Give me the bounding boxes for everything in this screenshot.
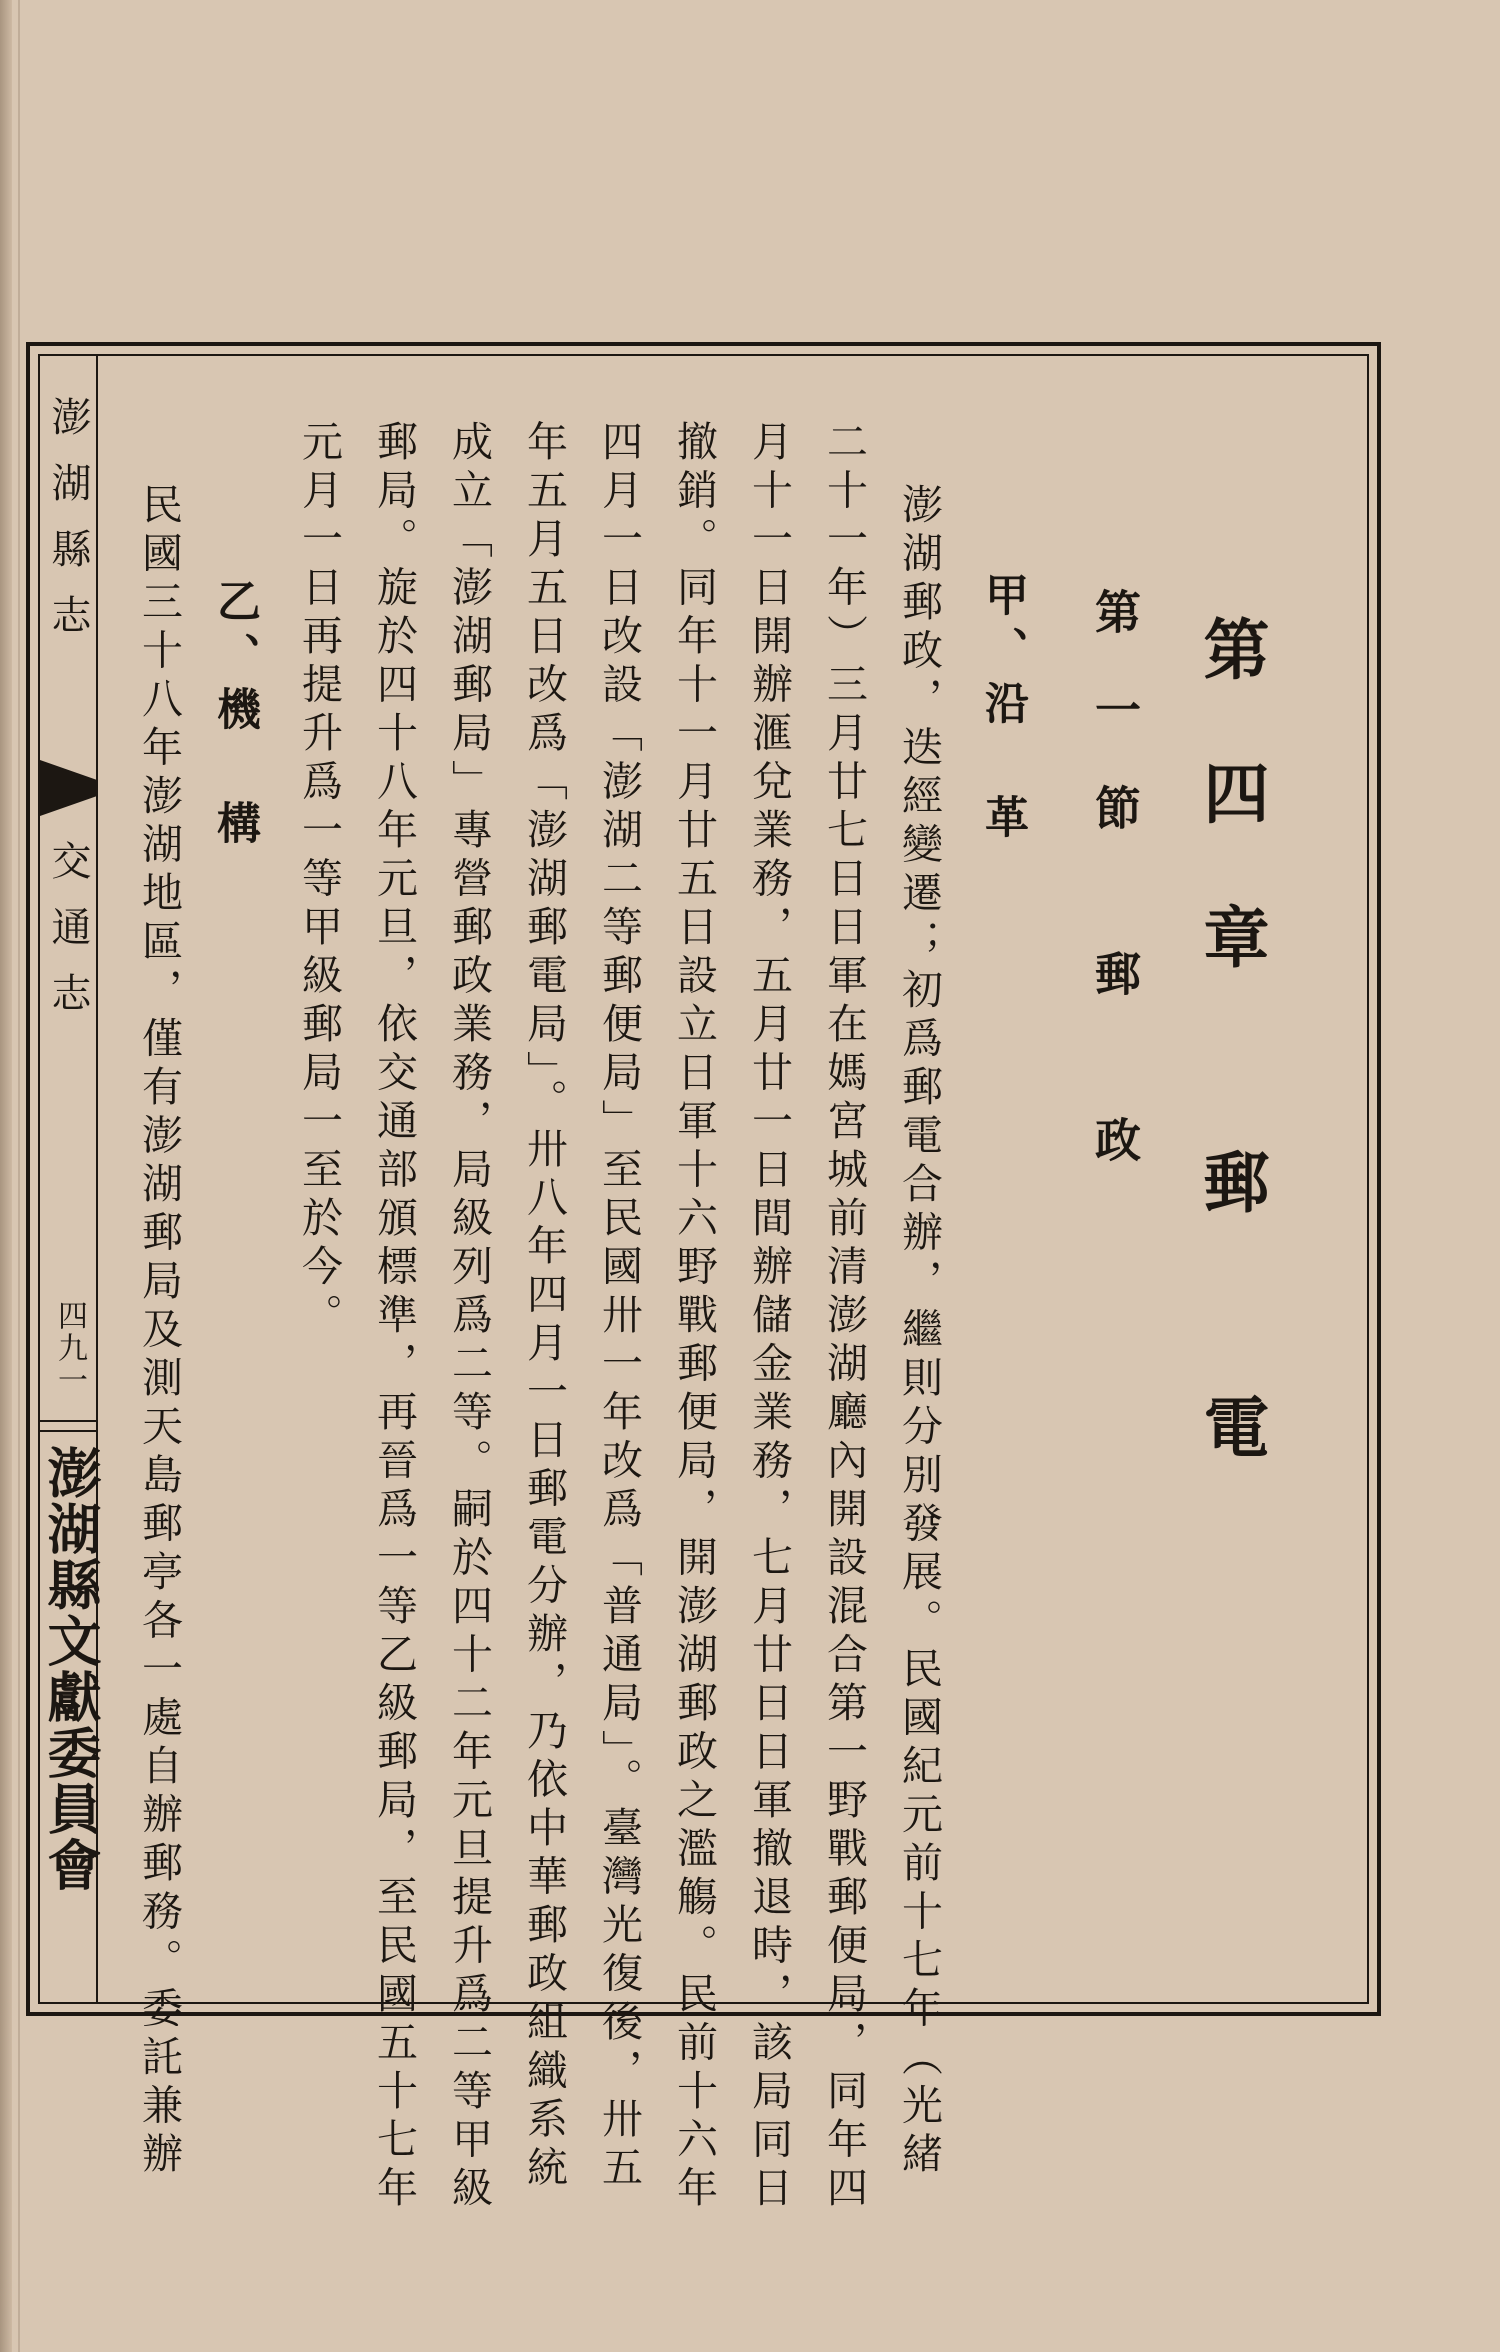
body-column: 四月一日改設「澎湖二等郵便局」至民國卅一年改爲「普通局」。臺灣光復後，卅五 bbox=[595, 420, 643, 2194]
body-column: 郵局。旋於四十八年元旦，依交通部頒標準，再晉爲一等乙級郵局，至民國五十七年 bbox=[370, 420, 418, 2215]
section-title: 第一節 郵 政 bbox=[1088, 588, 1142, 1215]
body-column: 月十一日開辦滙兌業務，五月廿一日間辦儲金業務，七月廿日日軍撤退時，該局同日 bbox=[745, 420, 793, 2215]
margin-rule bbox=[40, 1430, 96, 1432]
body-column: 二十一年）三月廿七日日軍在媽宮城前清澎湖廳內開設混合第一野戰郵便局，同年四 bbox=[820, 420, 868, 2215]
page-crease bbox=[18, 0, 20, 2352]
body-column: 撤銷。同年十一月廿五日設立日軍十六野戰郵便局，開澎湖郵政之濫觴。民前十六年 bbox=[670, 420, 718, 2215]
body-column: 成立「澎湖郵局」專營郵政業務，局級列爲二等。嗣於四十二年元旦提升爲二等甲級 bbox=[445, 420, 493, 2215]
body-column: 澎湖郵政，迭經變遷；初爲郵電合辦，繼則分別發展。民國紀元前十七年（光緒 bbox=[895, 483, 943, 2181]
margin-book-title: 澎湖縣志 bbox=[45, 396, 91, 660]
subsection-label-2: 革 bbox=[977, 794, 1028, 848]
subsection-heading-structure bbox=[209, 578, 260, 854]
subsection-label: 甲、沿 bbox=[977, 572, 1028, 734]
page-number: 四九一 bbox=[52, 1300, 87, 1396]
publisher-name: 澎湖縣文獻委員會 bbox=[39, 1445, 103, 1893]
body-column: 元月一日再提升爲一等甲級郵局一至於今。 bbox=[295, 420, 343, 1342]
body-column: 年五月五日改爲「澎湖郵電局」。卅八年四月一日郵電分辦，乃依中華郵政組織系統 bbox=[520, 420, 568, 2194]
margin-volume-title: 交通志 bbox=[45, 840, 91, 1038]
margin-rule bbox=[40, 1420, 96, 1422]
chapter-title: 第四章 郵 電 bbox=[1192, 615, 1270, 1537]
binding-edge bbox=[0, 0, 12, 2352]
subsection-label-2: 構 bbox=[209, 800, 260, 854]
subsection-label: 乙、機 bbox=[209, 578, 260, 740]
body-column: 民國三十八年澎湖地區，僅有澎湖郵局及測天島郵亭各一處自辦郵務。委託兼辦 bbox=[135, 483, 183, 2181]
subsection-heading-origin bbox=[977, 572, 1028, 848]
